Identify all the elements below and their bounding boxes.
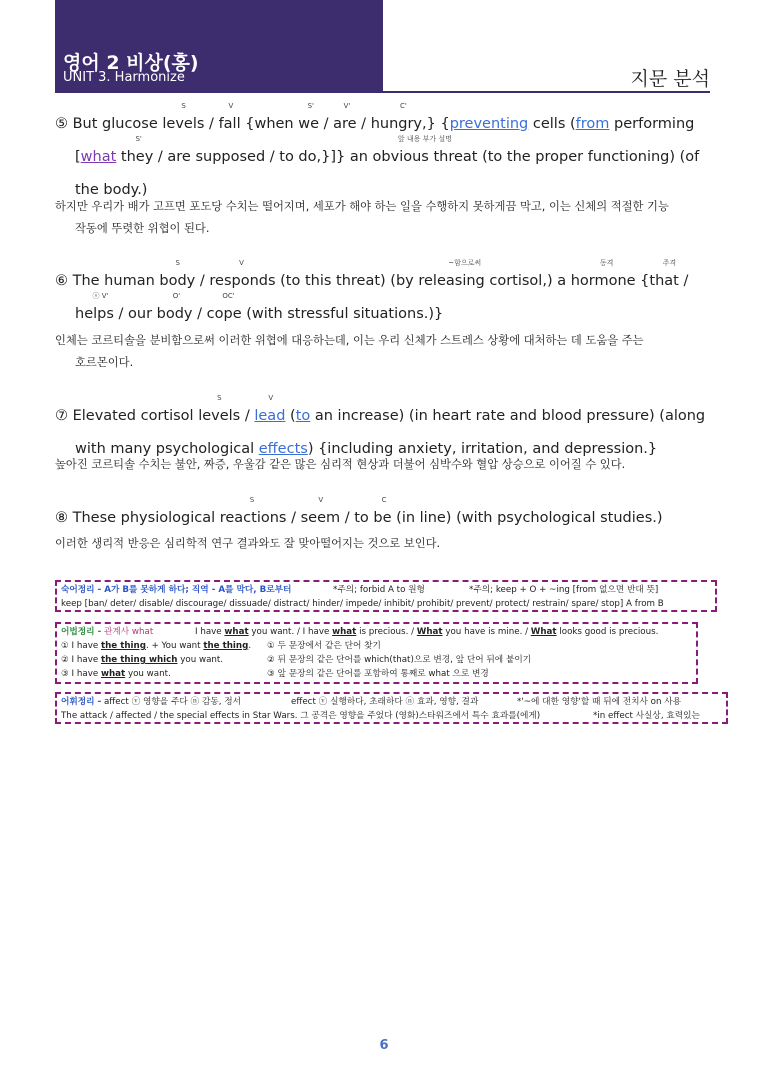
vocab-example-row [61, 709, 722, 723]
tagged-word [418, 259, 485, 289]
tagged-word [156, 292, 193, 322]
text: threat (to the proper functioning) (of [428, 149, 700, 165]
tag-label: V [318, 496, 324, 504]
word: hungry,} [370, 116, 436, 132]
text: These physiological [72, 510, 220, 526]
tag-label: C [381, 496, 387, 504]
vocab-row [61, 695, 722, 709]
tagged-word [120, 135, 154, 165]
sentence-8 [55, 496, 715, 535]
step-explanation: ② 뒤 문장의 같은 단어를 which(that)으로 변경, 앞 단어 뒤에 붙이기 [267, 655, 532, 665]
text: you have is mine. / [442, 627, 531, 637]
tagged-word [649, 259, 679, 289]
tagged-word [162, 102, 205, 132]
word: body [159, 273, 196, 289]
text: / [204, 116, 219, 132]
word: reactions [219, 510, 287, 526]
grammar-step-row [61, 639, 692, 653]
sentence-number: ⑦ [55, 408, 68, 424]
tag-label: 동격 [599, 259, 614, 267]
text: ② I have [61, 655, 101, 665]
word: levels [162, 116, 205, 132]
vocab-note: *'~에 대한 영향'할 때 뒤에 전치사 on 사용 [517, 697, 682, 707]
text: / [240, 408, 255, 424]
unit-title: UNIT 3. Harmonize [63, 70, 185, 85]
textbook-title: 영어 2 비상(홍) [63, 52, 199, 74]
word: obvious [372, 149, 429, 165]
tag-label: OC' [222, 292, 235, 300]
tagged-word [75, 292, 114, 322]
keyword: the thing [203, 641, 249, 651]
text: [ [75, 149, 81, 165]
text: performing [609, 116, 695, 132]
vocab-label: 어휘정리 - [61, 697, 102, 707]
translation-line: 호르몬이다. [75, 356, 134, 369]
tagged-word [206, 292, 242, 322]
translation-line: 이러한 생리적 반응은 심리학적 연구 결과와도 잘 맞아떨어지는 것으로 보인다. [55, 537, 441, 550]
idiom-note: *주의; forbid A to 원형 [333, 585, 425, 595]
translation-line: 인체는 코르티솔을 분비함으로써 이러한 위협에 대응하는데, 이는 우리 신체가 스트레스 상황에 대처하는 데 도움을 주는 [55, 334, 644, 347]
tag-label: V [228, 102, 234, 110]
tagged-word [372, 135, 452, 165]
sentence-6 [55, 259, 715, 331]
text: you want. [125, 669, 171, 679]
text: (in line) (with psychological studies.) [391, 510, 663, 526]
text: . + You want [145, 641, 204, 651]
translation-line: 하지만 우리가 배가 고프면 포도당 수치는 떨어지며, 세포가 해야 하는 일을 수행하지 못하게끔 막고, 이는 신체의 적절한 기능 [55, 200, 669, 213]
tagged-word [209, 259, 276, 289]
tagged-word [300, 496, 341, 526]
tagged-word [298, 102, 320, 132]
vocab-entry: affect ⓥ 영향을 주다 ⓝ 감동, 정서 [103, 697, 242, 707]
text: an increase) (in heart rate and blood pressure) (along [310, 408, 706, 424]
tag-label: V' [343, 102, 351, 110]
text: the body.) [75, 182, 148, 198]
grammar-note-box [55, 622, 698, 684]
text: / to [340, 510, 374, 526]
text: { [635, 273, 650, 289]
text: ) {including anxiety, irritation, and depression.} [307, 441, 658, 457]
text: / [286, 510, 301, 526]
tag-label: ~함으로써 [448, 259, 482, 267]
translation-7 [55, 454, 715, 476]
grammar-topic: 관계사 what [103, 627, 154, 637]
highlight-word: what [80, 149, 117, 165]
highlight-word: to [295, 408, 311, 424]
text: cortisol,) a [484, 273, 571, 289]
grammar-header-row [61, 625, 692, 639]
word: fall [218, 116, 241, 132]
tag-label: C' [400, 102, 407, 110]
vocab-entry: effect ⓥ 실행하다, 초래하다 ⓝ 효과, 영향, 결과 [291, 697, 479, 707]
text: {when [240, 116, 299, 132]
word: are [333, 116, 357, 132]
word: seem [300, 510, 341, 526]
tag-label: S' [135, 135, 142, 143]
text: with many psychological [75, 441, 259, 457]
text: But glucose [72, 116, 163, 132]
highlight-word: from [575, 116, 610, 132]
grammar-example [195, 625, 658, 639]
tagged-word [219, 496, 287, 526]
text: is precious. / [356, 627, 417, 637]
text: / our [113, 306, 157, 322]
tag-label: 앞 내용 부가 설명 [397, 135, 452, 143]
tag-label: S' [307, 102, 314, 110]
tag-label: ⓢ V' [92, 292, 109, 300]
grammar-step-row [61, 667, 692, 681]
vocab-note-box [55, 692, 728, 724]
text: (to this threat) (by [275, 273, 419, 289]
text: The human [72, 273, 160, 289]
section-title: 지문 분석 [630, 68, 710, 90]
tag-label: S [175, 259, 180, 267]
sentence-number: ⑥ [55, 273, 68, 289]
word: be [373, 510, 392, 526]
idiom-row [61, 583, 711, 597]
vocab-example: The attack / affected / the special effects in Star Wars. 그 공격은 영향을 주었다 (영화)스타워즈에서 특수 효과를(에게) [61, 711, 541, 721]
what-word: What [416, 627, 443, 637]
tagged-word [370, 102, 436, 132]
keyword: the thing which [100, 655, 178, 665]
what-word: What [530, 627, 557, 637]
keyword: what [100, 669, 126, 679]
translation-5 [55, 196, 715, 240]
word: responds [209, 273, 276, 289]
text: ① I have [61, 641, 101, 651]
text: . [248, 641, 252, 651]
translation-line: 높아진 코르티솔 수치는 불안, 짜증, 우울감 같은 많은 심리적 현상과 더불어 심박수와 혈압 상승으로 이어질 수 있다. [55, 458, 626, 471]
highlight-word: effects [258, 441, 308, 457]
word: they [120, 149, 154, 165]
idiom-verb-list: keep [ban/ deter/ disable/ discourage/ dissuade/ distract/ hinder/ impede/ inhibit/ prohibit/ prevent/ protect/ restrain/ spare/ stop] A from B [61, 599, 664, 609]
idiom-note-box [55, 580, 717, 612]
text: (with stressful situations.)} [241, 306, 444, 322]
word: that [649, 273, 679, 289]
translation-8 [55, 533, 715, 555]
text: cells ( [528, 116, 576, 132]
text: / [192, 306, 207, 322]
idiom-label: 숙어정리 - A가 B를 못하게 하다; 직역 - A를 막다, B로부터 [61, 585, 292, 595]
page-number: 6 [379, 1038, 389, 1053]
idiom-note: *주의; keep + O + ~ing [from 없으면 반대 뜻] [469, 585, 659, 595]
sentence-5 [55, 102, 715, 207]
text: ③ I have [61, 669, 101, 679]
header-divider [55, 91, 710, 93]
tagged-word [570, 259, 636, 289]
word: releasing [418, 273, 485, 289]
text: looks good is precious. [556, 627, 659, 637]
tagged-word [159, 259, 196, 289]
what-word: what [224, 627, 249, 637]
text: / [678, 273, 689, 289]
sentence-number: ⑧ [55, 510, 68, 526]
text: you want. / I have [248, 627, 333, 637]
translation-6 [55, 330, 715, 374]
word: helps [75, 306, 114, 322]
step-explanation: ③ 앞 문장의 같은 단어를 포함하여 통째로 what 으로 변경 [267, 669, 489, 679]
word: body [156, 306, 193, 322]
tagged-word [198, 394, 241, 424]
text: / [356, 116, 371, 132]
text: Elevated cortisol [72, 408, 199, 424]
grammar-step-row [61, 653, 692, 667]
tag-label: O' [172, 292, 181, 300]
tag-label: S [249, 496, 255, 504]
tagged-word [218, 102, 241, 132]
translation-line: 작동에 뚜렷한 위협이 된다. [75, 222, 210, 235]
sentence-number: ⑤ [55, 116, 68, 132]
word: cope [206, 306, 242, 322]
highlight-word: lead [254, 408, 286, 424]
tagged-word [373, 496, 392, 526]
what-word: what [332, 627, 357, 637]
text: { [435, 116, 450, 132]
text: I have [195, 627, 225, 637]
keyword: the thing [100, 641, 146, 651]
step-explanation: ① 두 문장에서 같은 단어 찾기 [267, 641, 381, 651]
tag-label: S [181, 102, 186, 110]
tag-label: 주격 [662, 259, 677, 267]
tag-label: V [268, 394, 274, 402]
tag-label: S [217, 394, 222, 402]
text: / [319, 116, 334, 132]
text: / are supposed / to do,}]} an [153, 149, 373, 165]
tagged-word [333, 102, 357, 132]
grammar-label: 어법정리 - [61, 627, 102, 637]
tag-label: V [239, 259, 244, 267]
word: levels [198, 408, 241, 424]
text: / [195, 273, 210, 289]
highlight-word: preventing [449, 116, 529, 132]
text: ( [285, 408, 296, 424]
word: we [298, 116, 320, 132]
text: you want. [177, 655, 224, 665]
tagged-word [254, 394, 286, 424]
vocab-note: *in effect 사실상, 효력있는 [593, 711, 700, 721]
word: hormone [570, 273, 636, 289]
